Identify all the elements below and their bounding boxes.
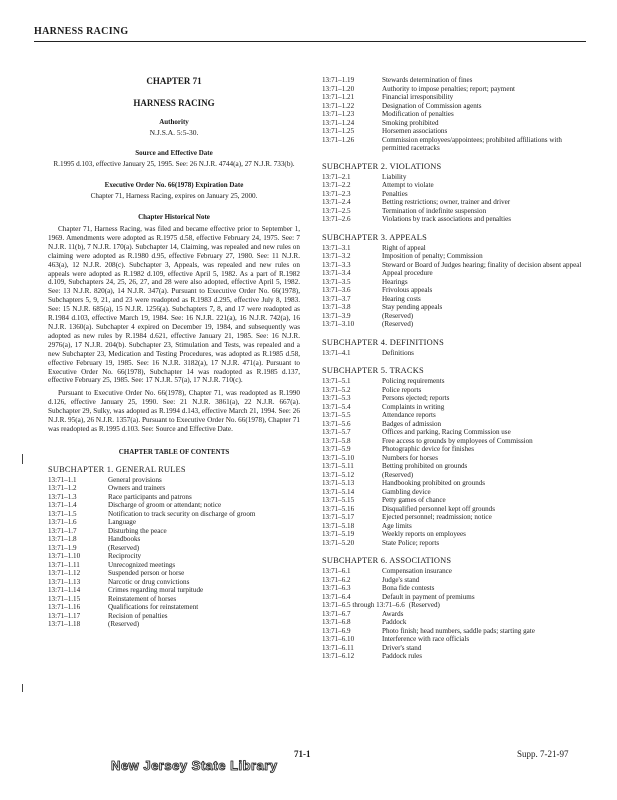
toc-entry-number: 13:71–1.3 — [48, 492, 77, 501]
toc-entry — [322, 377, 588, 386]
toc-entry-number: 13:71–6.4 — [322, 592, 351, 601]
toc-entry-number: 13:71–5.4 — [322, 402, 351, 411]
toc-entry-number: 13:71–5.14 — [322, 487, 355, 496]
toc-entry — [322, 530, 588, 539]
toc-entry — [322, 93, 588, 102]
toc-entry — [322, 295, 588, 304]
margin-mark — [22, 684, 23, 692]
toc-entry-number: 13:71–1.8 — [48, 535, 77, 544]
toc-entry-number: 13:71–1.20 — [322, 84, 355, 93]
toc-entry — [48, 476, 300, 485]
source-heading: Source and Effective Date — [135, 149, 213, 157]
toc-entry-title: Interference with race officials — [382, 635, 470, 643]
toc-entry — [48, 620, 300, 629]
toc-entry — [48, 578, 300, 587]
expiration-text: Chapter 71, Harness Racing, expires on January 25, 2000. — [90, 192, 258, 200]
toc-entry — [322, 252, 588, 261]
toc-entry — [322, 312, 588, 321]
toc-entry-number: 13:71–5.17 — [322, 513, 355, 521]
toc-entry — [322, 479, 588, 488]
toc-entry-number: 13:71–1.18 — [48, 620, 81, 629]
toc-entry-number: 13:71–6.10 — [322, 635, 355, 643]
toc-entry — [322, 181, 588, 190]
toc-entry-number: 13:71–1.17 — [48, 611, 81, 620]
toc-entry-number: 13:71–2.1 — [322, 172, 351, 181]
toc-entry-title: Attendance reports — [382, 411, 436, 419]
toc-entry-number: 13:71–3.6 — [322, 286, 351, 294]
toc-entry-title: Steward or Board of Judges hearing; finality of decision absent appeal — [382, 260, 582, 269]
toc-entry-number: 13:71–6.7 — [322, 609, 351, 618]
toc-entry-title: (Reserved) — [382, 320, 414, 328]
subchapter-6-heading: SUBCHAPTER 6. ASSOCIATIONS — [322, 556, 452, 565]
toc-entry-title: Reciprocity — [108, 552, 142, 561]
toc-entry — [322, 462, 588, 471]
toc-entry-number: 13:71–1.21 — [322, 93, 355, 101]
toc-entry-title: Modification of penalties — [382, 110, 454, 118]
toc-entry-title: Qualifications for reinstatement — [108, 603, 199, 612]
toc-entry — [322, 567, 588, 576]
toc-entry-title: Termination of indefinite suspension — [382, 206, 487, 215]
chapter-title: HARNESS RACING — [133, 98, 215, 108]
toc-entry-number: 13:71–3.5 — [322, 277, 351, 286]
toc-entry-number: 13:71–5.11 — [322, 462, 354, 470]
toc-entry-number: 13:71–5.8 — [322, 436, 351, 445]
expiration-heading: Executive Order No. 66(1978) Expiration Date — [104, 181, 244, 189]
toc-entry-number: 13:71–5.6 — [322, 419, 351, 428]
toc-entry — [322, 437, 588, 446]
toc-entry — [322, 85, 588, 94]
subchapter-3-heading: SUBCHAPTER 3. APPEALS — [322, 232, 427, 242]
toc-entry-title: Offices and parking, Racing Commission use — [382, 428, 511, 436]
toc-entry-number: 13:71–1.10 — [48, 552, 81, 561]
toc-entry — [48, 484, 300, 493]
toc-entry-title: Designation of Commission agents — [382, 101, 482, 110]
toc-entry — [322, 618, 588, 627]
margin-mark — [22, 454, 23, 464]
toc-entry-number: 13:71–5.5 — [322, 411, 351, 419]
toc-entry — [322, 420, 588, 429]
toc-entry-number: 13:71–1.22 — [322, 101, 355, 110]
subchapter-4-heading: SUBCHAPTER 4. DEFINITIONS — [322, 337, 445, 347]
toc-entry-number: 13:71–5.19 — [322, 530, 355, 538]
toc-entry-title: State Police; reports — [382, 538, 440, 547]
toc-entry-title: Stay pending appeals — [382, 303, 443, 311]
toc-entry — [322, 428, 588, 437]
toc-entry-title: Horsemen associations — [382, 127, 448, 135]
toc-entry — [322, 190, 588, 199]
toc-entry — [322, 505, 588, 514]
toc-entry — [322, 386, 588, 395]
toc-entry-number: 13:71–5.2 — [322, 385, 351, 394]
toc-entry-title: Discharge of groom or attendant; notice — [108, 501, 222, 510]
toc-entry-number: 13:71–3.4 — [322, 269, 351, 277]
toc-entry-title: Gambling device — [382, 487, 431, 496]
subchapter-2-list — [322, 173, 588, 224]
toc-entry-title: Numbers for horses — [382, 453, 438, 462]
toc-entry — [48, 544, 300, 553]
toc-entry-title: Smoking prohibited — [382, 118, 439, 127]
toc-entry — [48, 510, 300, 519]
toc-entry-title: Crimes regarding moral turpitude — [108, 586, 204, 595]
toc-entry-number: 13:71–5.3 — [322, 394, 351, 402]
toc-entry-number: 13:71–6.9 — [322, 626, 351, 635]
toc-entry — [322, 110, 588, 119]
toc-entry-number: 13:71–2.2 — [322, 181, 351, 189]
toc-entry — [322, 207, 588, 216]
subchapter-4-list — [322, 349, 588, 358]
toc-entry-number: 13:71–5.12 — [322, 470, 355, 479]
toc-entry — [322, 403, 588, 412]
toc-entry-number: 13:71–1.16 — [48, 603, 81, 612]
toc-entry — [322, 303, 588, 312]
toc-entry-number: 13:71–3.2 — [322, 252, 351, 260]
toc-entry — [322, 102, 588, 111]
toc-entry — [48, 595, 300, 604]
source-text: R.1995 d.103, effective January 25, 1995. See: 26 N.J.R. 4744(a), 27 N.J.R. 733(b). — [53, 160, 295, 168]
toc-entry-title: Default in payment of premiums — [382, 592, 475, 601]
toc-entry-title: Reinstatement of horses — [108, 594, 177, 603]
toc-heading: CHAPTER TABLE OF CONTENTS — [118, 447, 230, 456]
subchapter-5-list — [322, 377, 588, 547]
library-stamp: New Jersey State Library — [111, 758, 278, 773]
toc-entry-title: (Reserved) — [108, 620, 140, 629]
toc-entry-number: 13:71–5.20 — [322, 538, 355, 547]
toc-entry-number: 13:71–1.11 — [48, 560, 80, 569]
toc-entry — [322, 269, 588, 278]
toc-entry-number: 13:71–3.8 — [322, 303, 351, 311]
toc-entry — [322, 394, 588, 403]
toc-entry-number: 13:71–3.7 — [322, 294, 351, 303]
toc-entry-title: Narcotic or drug convictions — [108, 577, 190, 586]
toc-entry-title: Commission employees/appointees; prohibited affiliations with permitted racetracks — [382, 135, 562, 152]
subchapter-5-heading: SUBCHAPTER 5. TRACKS — [322, 366, 424, 375]
toc-entry-title: Owners and trainers — [108, 484, 166, 493]
toc-entry-title: Driver's stand — [382, 643, 422, 652]
toc-entry-number: 13:71–1.26 — [322, 135, 355, 144]
toc-entry-number: 13:71–1.14 — [48, 586, 81, 595]
toc-entry-number: 13:71–3.1 — [322, 243, 351, 252]
toc-entry-title: Hearing costs — [382, 294, 421, 303]
toc-entry-number: 13:71–1.4 — [48, 501, 77, 510]
toc-entry — [322, 136, 588, 153]
toc-entry-title: General provisions — [108, 475, 162, 484]
toc-entry-title: (Reserved) — [382, 470, 414, 479]
subchapter-3-list — [322, 244, 588, 329]
toc-entry — [322, 627, 588, 636]
toc-entry-title: Frivolous appeals — [382, 286, 433, 294]
toc-entry-number: 13:71–4.1 — [322, 348, 351, 357]
toc-entry-number: 13:71–3.10 — [322, 320, 355, 328]
toc-entry-number: 13:71–1.2 — [48, 484, 77, 493]
subchapter-1-continued-list — [322, 76, 588, 153]
toc-entry-number: 13:71–2.4 — [322, 198, 351, 206]
toc-entry-title: Policing requirements — [382, 377, 445, 385]
page-number: 71-1 — [294, 749, 311, 759]
toc-entry — [322, 635, 588, 644]
left-column — [48, 76, 300, 629]
toc-entry-title: Appeal procedure — [382, 269, 433, 277]
chapter-number: CHAPTER 71 — [146, 76, 202, 86]
toc-entry-title: Imposition of penalty; Commission — [382, 252, 483, 260]
toc-entry-number: 13:71–2.6 — [322, 215, 351, 223]
history-paragraph-1: Chapter 71, Harness Racing, was filed and became effective prior to September 1, 1969. Amendments were adopted as R.1975 d.58, effective February 24, 1975. See: 7 N.J.R. 11(b), 7 N.J.R. 170(a). Subchapter 14, Claiming, was repealed and new rules on claiming were adopted as R.1980 d.95, effective February 27, 1980. See: 11 N.J.R. 463(a), 12 N.J.R. 208(c). Subchapter 3, Appeals, was repealed and new rules on appeals were adopted as R.1982 d.109, effective April 5, 1982. As a part of R.1982 d.109, Subchapters 24, 25, 26, 27, and 28 were also adopted, effective April 5, 1982. See: 13 N.J.R. 820(a), 14 N.J.R. 347(a). Pursuant to Executive Order No. 66(1978), Subchapters 5, 9, 21, and 23 were readopted as R.1983 d.295, effective July 8, 1983. See: 15 N.J.R. 685(a), 15 N.J.R. 1256(a). Subchapters 7, 8, and 17 were readopted as R.1984 d.103, effective March 19, 1984. See: 16 N.J.R. 221(a), 16 N.J.R. 742(a), 16 N.J.R. 1360(a). Subchapter 4 expired on December 19, 1984, and subsequently was adopted as new rules by R.1984 d.621, effective January 21, 1985. See: 16 N.J.R. 2976(a), 17 N.J.R. 204(b). Subchapter 23, Stimulation and Tests, was repealed and a new Subchapter 23, Medication and Testing Procedures, was adopted as R.1985 d.58, effective February 19, 1985. See: 16 N.J.R. 3182(a), 17 N.J.R. 471(a). Pursuant to Executive Order No. 66(1978), Subchapter 14 was readopted as R.1985 d.137, effective February 25, 1985. See: 17 N.J.R. 57(a), 17 N.J.R. 710(c). — [48, 225, 300, 385]
toc-entry-number: 13:71–5.10 — [322, 453, 355, 462]
toc-entry — [48, 569, 300, 578]
toc-entry-number: 13:71–5.13 — [322, 479, 355, 487]
toc-entry-title: Definitions — [382, 348, 414, 357]
toc-entry — [48, 535, 300, 544]
toc-entry-title: Hearings — [382, 277, 408, 286]
toc-entry-number: 13:71–1.23 — [322, 110, 355, 118]
toc-entry — [48, 527, 300, 536]
toc-entry-number: 13:71–2.3 — [322, 189, 351, 198]
toc-entry-title: (Reserved) — [108, 543, 140, 552]
toc-entry — [322, 522, 588, 531]
header-rule — [34, 41, 586, 42]
toc-entry-title: Suspended person or horse — [108, 569, 185, 578]
subchapter-2-heading: SUBCHAPTER 2. VIOLATIONS — [322, 161, 442, 171]
toc-entry-number: 13:71–5.16 — [322, 504, 355, 513]
toc-entry-title: Race participants and patrons — [108, 492, 192, 501]
toc-entry-title: Disqualified personnel kept off grounds — [382, 504, 495, 513]
toc-entry-number: 13:71–1.15 — [48, 594, 81, 603]
toc-entry-title: Photo finish; head numbers, saddle pads; starting gate — [382, 626, 535, 635]
toc-entry-title: Compensation insurance — [382, 567, 452, 575]
toc-entry — [322, 76, 588, 85]
subchapter-1-heading: SUBCHAPTER 1. GENERAL RULES — [48, 464, 186, 474]
toc-entry-title: Judge's stand — [382, 575, 420, 584]
toc-entry — [322, 286, 588, 295]
toc-entry — [48, 561, 300, 570]
toc-entry — [322, 173, 588, 182]
toc-entry-title: Petty games of chance — [382, 496, 446, 504]
toc-entry — [48, 501, 300, 510]
toc-entry — [48, 603, 300, 612]
subchapter-1-list — [48, 476, 300, 629]
toc-entry — [322, 652, 588, 661]
toc-entry — [322, 261, 588, 270]
toc-entry-title: Age limits — [382, 521, 412, 530]
toc-entry-title: Violations by track associations and penalties — [382, 215, 512, 223]
toc-entry-title: Disturbing the peace — [108, 526, 167, 535]
toc-entry — [322, 539, 588, 548]
toc-entry-title: Authority to impose penalties; report; payment — [382, 84, 515, 93]
toc-entry-number: 13:71–1.19 — [322, 76, 355, 84]
toc-entry — [48, 586, 300, 595]
toc-entry-number: 13:71–1.9 — [48, 543, 77, 552]
toc-entry-number: 13:71–5.15 — [322, 496, 355, 504]
toc-entry — [322, 576, 588, 585]
toc-entry-number: 13:71–5.18 — [322, 521, 355, 530]
toc-entry-number: 13:71–5.1 — [322, 377, 351, 385]
toc-entry-title: Language — [108, 518, 136, 527]
toc-entry-title: Recision of penalties — [108, 611, 168, 620]
toc-entry-number: 13:71–6.2 — [322, 575, 351, 584]
toc-entry-number: 13:71–6.12 — [322, 652, 355, 660]
toc-entry — [322, 644, 588, 653]
toc-entry-title: Awards — [382, 609, 404, 618]
toc-entry — [322, 488, 588, 497]
toc-entry-number: 13:71–5.7 — [322, 428, 351, 436]
toc-entry-number: 13:71–6.11 — [322, 643, 354, 652]
toc-entry-number: 13:71–1.25 — [322, 127, 355, 135]
authority-heading: Authority — [159, 118, 189, 126]
toc-entry — [322, 454, 588, 463]
toc-entry-title: (Reserved) — [382, 311, 414, 320]
authority-text: N.J.S.A. 5:5-30. — [149, 128, 199, 137]
subchapter-6-list — [322, 567, 588, 661]
toc-entry-number: 13:71–6.3 — [322, 584, 351, 592]
toc-entry-number: 13:71–6.1 — [322, 567, 351, 575]
toc-entry — [322, 601, 588, 610]
toc-entry-title: Liability — [382, 172, 407, 181]
toc-entry-title: Complaints in writing — [382, 402, 445, 411]
toc-entry — [322, 278, 588, 287]
toc-entry-title: Notification to track security on discharge of groom — [108, 509, 256, 518]
toc-entry-title: Weekly reports on employees — [382, 530, 466, 538]
toc-entry-title: Bona fide contests — [382, 584, 435, 592]
toc-entry-title: Right of appeal — [382, 243, 426, 252]
toc-entry — [322, 411, 588, 420]
toc-entry-number: 13:71–1.1 — [48, 475, 77, 484]
toc-entry-title: Photographic device for finishes — [382, 445, 474, 453]
toc-entry — [322, 198, 588, 207]
toc-entry-number: 13:71–1.13 — [48, 577, 81, 586]
toc-entry — [48, 552, 300, 561]
history-paragraph-2: Pursuant to Executive Order No. 66(1978), Chapter 71, was readopted as R.1990 d.126, effective January 25, 1990. See: 21 N.J.R. 3861(a), 22 N.J.R. 667(a). Subchapter 29, Sulky, was adopted as R.1994 d.143, effective March 21, 1994. See: 26 N.J.R. 95(a), 26 N.J.R. 1357(a). Pursuant to Executive Order No. 66(1978), Chapter 71 was readopted as R.1995 d.103. See: Source and Effective Date. — [48, 389, 300, 433]
toc-entry-title: Betting prohibited on grounds — [382, 462, 468, 470]
toc-entry-title: Handbooks — [108, 535, 141, 544]
toc-entry-number: 13:71–1.12 — [48, 569, 81, 578]
toc-entry-number: 13:71–1.24 — [322, 118, 355, 127]
toc-entry-title: Betting restrictions; owner, trainer and driver — [382, 198, 511, 206]
supplement-date: Supp. 7-21-97 — [517, 749, 569, 759]
toc-entry — [48, 518, 300, 527]
toc-entry-title: Attempt to violate — [382, 181, 434, 189]
toc-entry-title: Penalties — [382, 189, 408, 198]
toc-entry — [322, 496, 588, 505]
toc-entry-title: Paddock rules — [382, 652, 422, 660]
toc-entry-title: Paddock — [382, 618, 407, 626]
toc-entry — [322, 445, 588, 454]
toc-entry — [322, 471, 588, 480]
toc-entry-title: Badges of admission — [382, 419, 442, 428]
toc-entry-number: 13:71–1.7 — [48, 526, 77, 535]
toc-entry — [48, 493, 300, 502]
toc-entry-number: 13:71–6.5 through 13:71–6.6 — [322, 601, 405, 609]
toc-entry — [48, 612, 300, 621]
toc-entry — [322, 244, 588, 253]
toc-entry-title: Police reports — [382, 385, 422, 394]
toc-entry-title: Ejected personnel; readmission; notice — [382, 513, 492, 521]
toc-entry — [322, 513, 588, 522]
toc-entry-title: Persons ejected; reports — [382, 394, 450, 402]
toc-entry-title: Free access to grounds by employees of Commission — [382, 436, 533, 445]
toc-entry — [322, 593, 588, 602]
toc-entry-title: (Reserved) — [408, 601, 440, 609]
toc-entry-number: 13:71–3.9 — [322, 311, 351, 320]
toc-entry-title: Handbooking prohibited on grounds — [382, 479, 486, 487]
right-column — [322, 76, 588, 661]
toc-entry-title: Financial irresponsibility — [382, 93, 454, 101]
toc-entry-number: 13:71–3.3 — [322, 260, 351, 269]
toc-entry — [322, 610, 588, 619]
toc-entry — [322, 119, 588, 128]
toc-entry-number: 13:71–2.5 — [322, 206, 351, 215]
toc-entry-title: Unrecognized meetings — [108, 560, 176, 569]
toc-entry — [322, 215, 588, 224]
running-header: HARNESS RACING — [34, 26, 129, 37]
toc-entry — [322, 584, 588, 593]
toc-entry-number: 13:71–5.9 — [322, 445, 351, 453]
toc-entry-number: 13:71–6.8 — [322, 618, 351, 626]
toc-entry-number: 13:71–1.6 — [48, 518, 77, 527]
toc-entry — [322, 320, 588, 329]
toc-entry — [322, 349, 588, 358]
toc-entry-title: Stewards determination of fines — [382, 76, 473, 84]
toc-entry — [322, 127, 588, 136]
history-heading: Chapter Historical Note — [138, 213, 210, 221]
toc-entry-number: 13:71–1.5 — [48, 509, 77, 518]
